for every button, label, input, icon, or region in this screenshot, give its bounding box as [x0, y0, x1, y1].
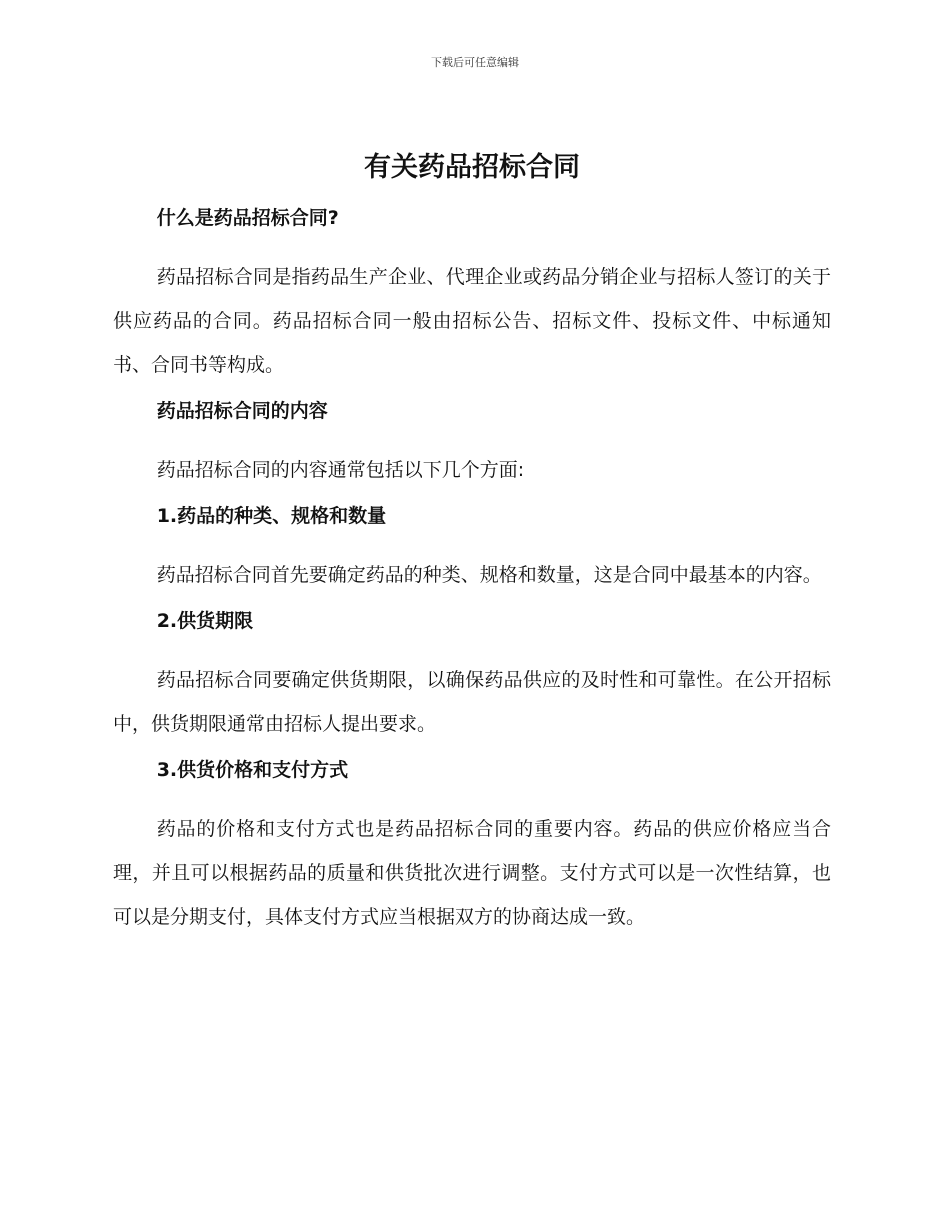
section-heading-item-3: 3.供货价格和支付方式: [156, 759, 349, 781]
section-heading-item-1: 1.药品的种类、规格和数量: [156, 505, 387, 527]
paragraph-item-3: 药品的价格和支付方式也是药品招标合同的重要内容。药品的供应价格应当合理，并且可以根据药品的质量和供货批次进行调整。支付方式可以是一次性结算，也可以是分期支付，具体支付方式应当根据双方的协商达成一致。: [113, 818, 831, 928]
paragraph-content-intro: 药品招标合同的内容通常包括以下几个方面:: [156, 459, 525, 481]
paragraph-item-2: 药品招标合同要确定供货期限，以确保药品供应的及时性和可靠性。在公开招标中，供货期限通常由招标人提出要求。: [113, 669, 831, 735]
document-title: 有关药品招标合同: [364, 152, 580, 183]
paragraph-definition: 药品招标合同是指药品生产企业、代理企业或药品分销企业与招标人签订的关于供应药品的合同。药品招标合同一般由招标公告、招标文件、投标文件、中标通知书、合同书等构成。: [113, 266, 831, 376]
section-heading-what-is: 什么是药品招标合同?: [156, 207, 339, 229]
paragraph-item-1: 药品招标合同首先要确定药品的种类、规格和数量，这是合同中最基本的内容。: [156, 564, 822, 586]
section-heading-content: 药品招标合同的内容: [156, 400, 328, 422]
section-heading-item-2: 2.供货期限: [156, 610, 254, 632]
page-header-note: 下载后可任意编辑: [431, 56, 519, 69]
document-body: [113, 148, 831, 949]
